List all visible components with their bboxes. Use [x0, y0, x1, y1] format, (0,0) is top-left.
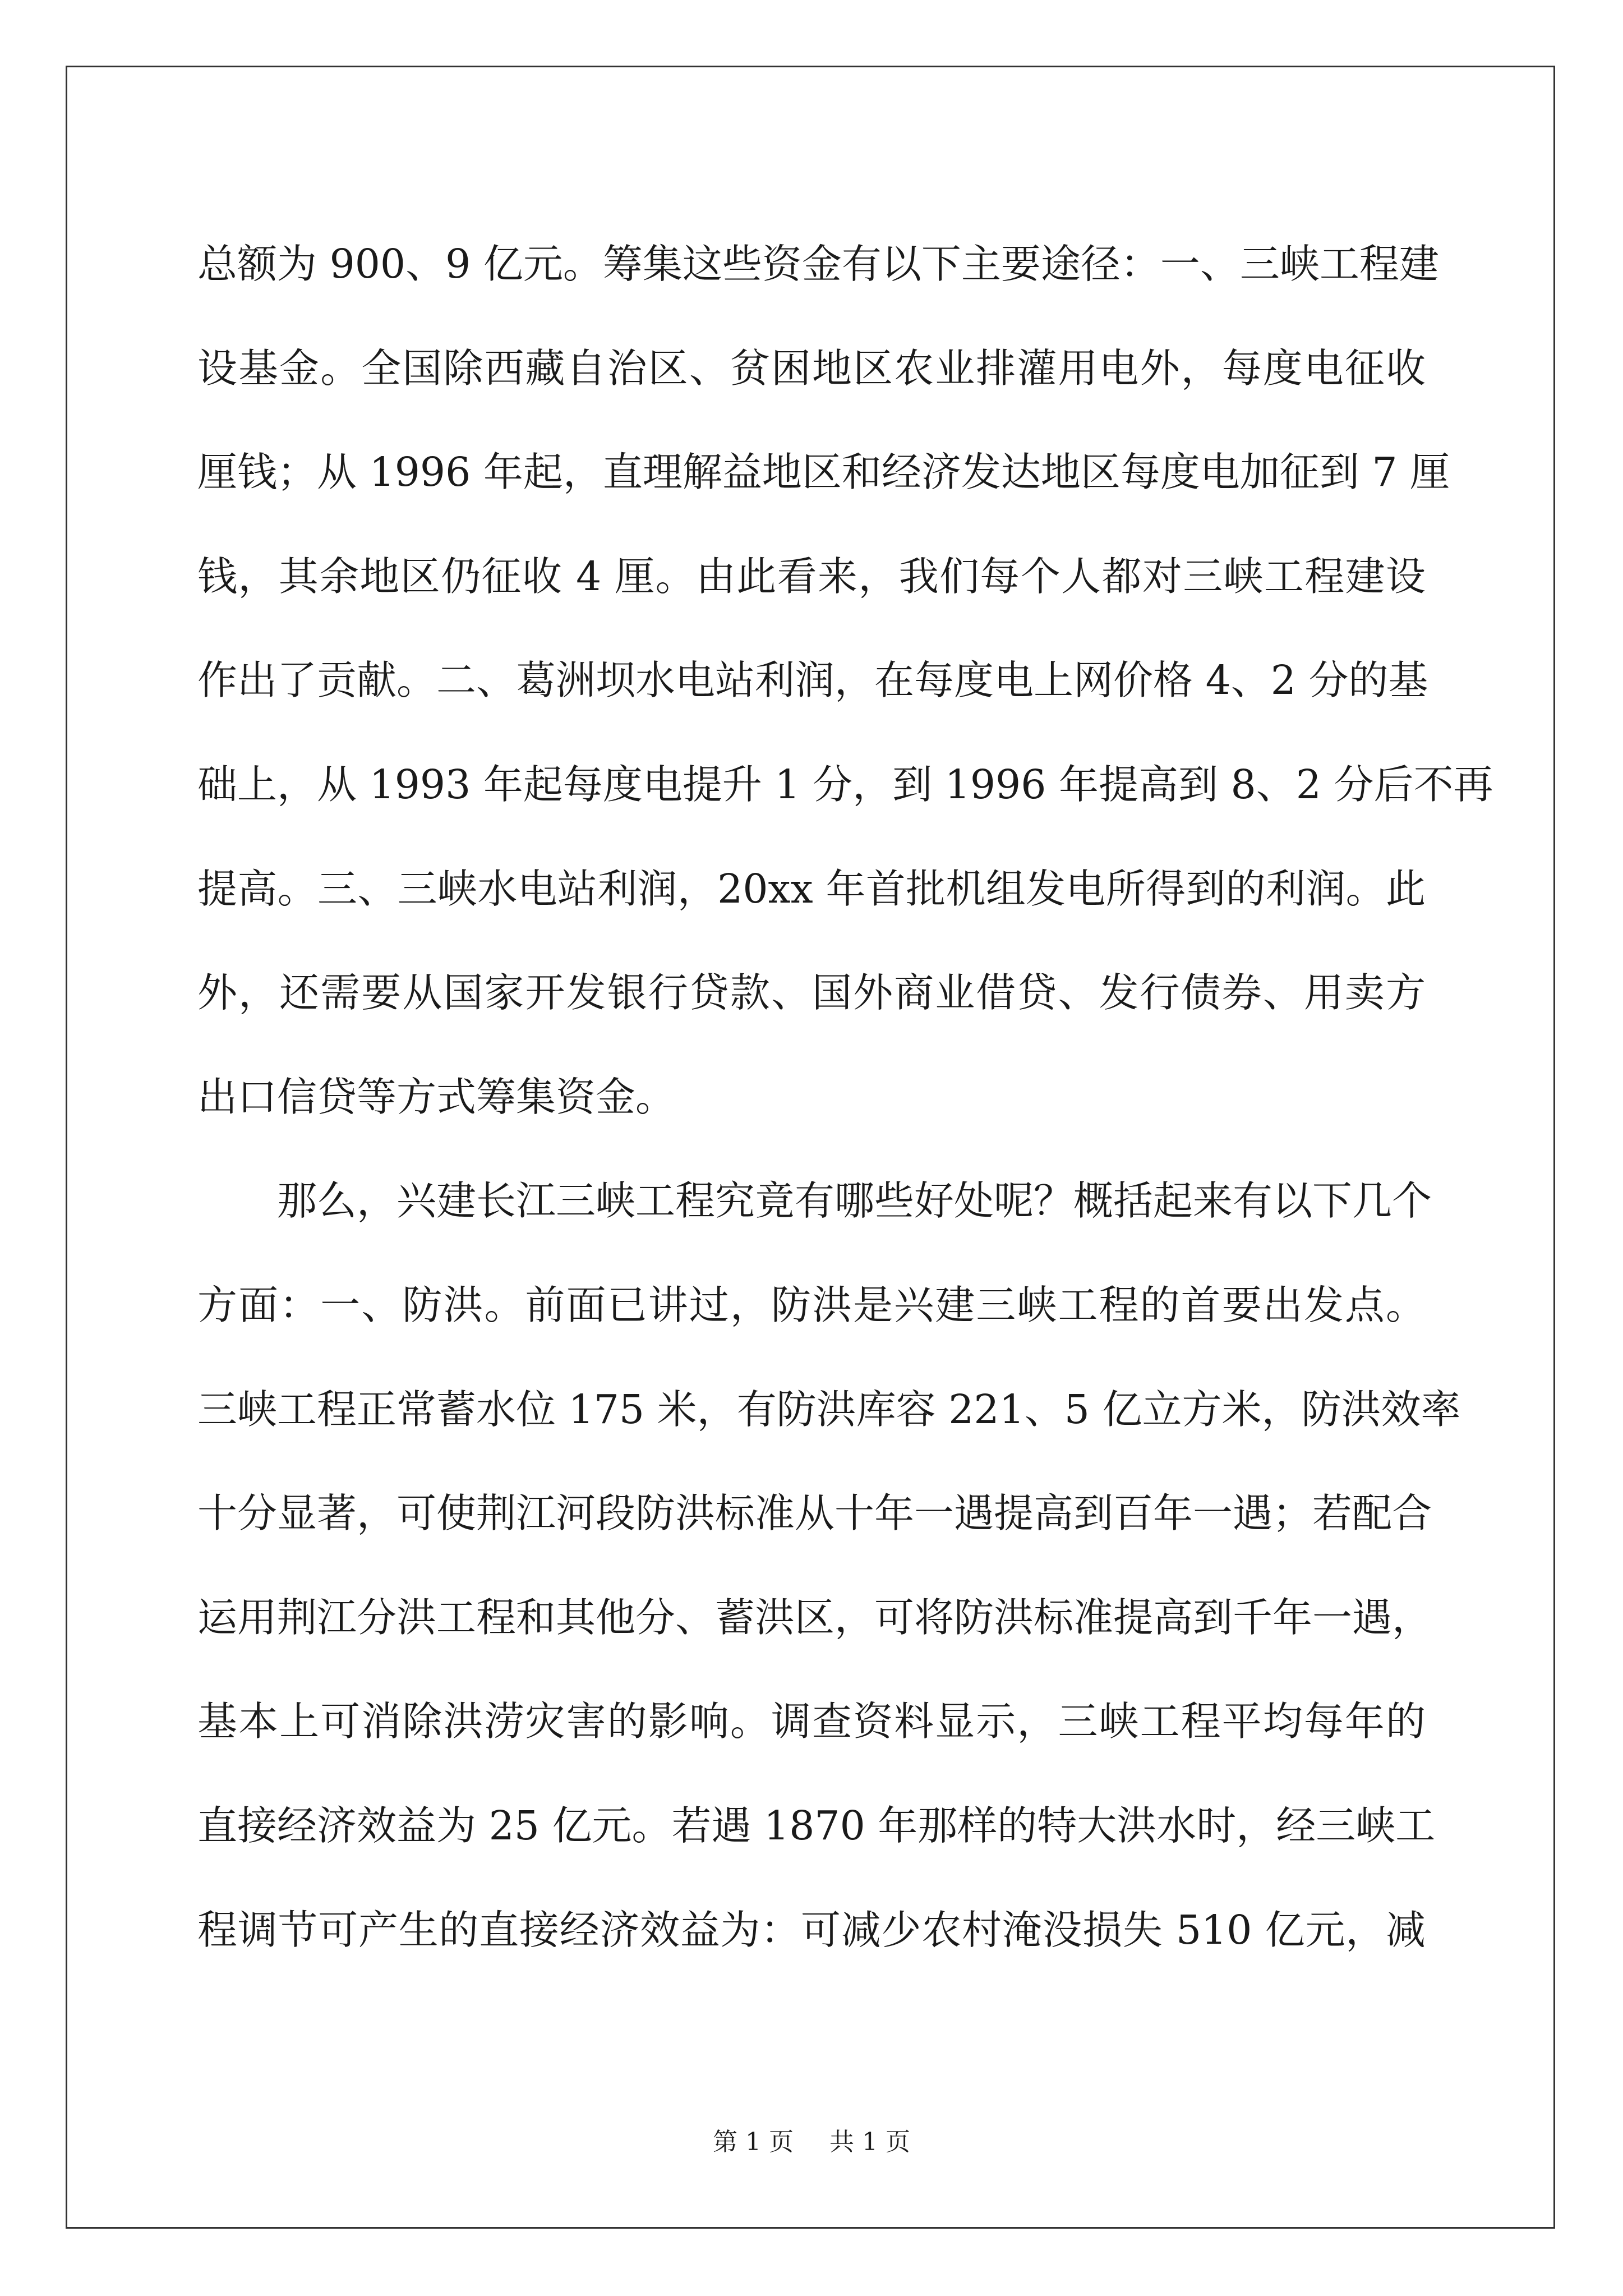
text-line: 那么，兴建长江三峡工程究竟有哪些好处呢？概括起来有以下几个 — [277, 1177, 1432, 1225]
document-body — [197, 212, 1493, 1982]
text-line: 厘钱；从 1996 年起，直理解益地区和经济发达地区每度电加征到 7 厘 — [197, 449, 1450, 496]
text-line: 基本上可消除洪涝灾害的影响。调查资料显示，三峡工程平均每年的 — [197, 1698, 1426, 1745]
text-line: 十分显著，可使荆江河段防洪标准从十年一遇提高到百年一遇；若配合 — [197, 1490, 1432, 1537]
text-line: 总额为 900、9 亿元。筹集这些资金有以下主要途径：一、三峡工程建 — [197, 241, 1439, 287]
text-line: 程调节可产生的直接经济效益为：可减少农村淹没损失 510 亿元，减 — [197, 1906, 1426, 1953]
text-line: 方面：一、防洪。前面已讲过，防洪是兴建三峡工程的首要出发点。 — [197, 1281, 1426, 1328]
text-line: 出口信贷等方式筹集资金。 — [197, 1073, 676, 1120]
text-line: 直接经济效益为 25 亿元。若遇 1870 年那样的特大洪水时，经三峡工 — [197, 1802, 1436, 1849]
page-total: 共 1 页 — [829, 2128, 910, 2156]
text-line: 钱，其余地区仍征收 4 厘。由此看来，我们每个人都对三峡工程建设 — [197, 553, 1426, 600]
text-line: 提高。三、三峡水电站利润，20xx 年首批机组发电所得到的利润。此 — [197, 865, 1426, 912]
page-footer — [0, 2122, 1623, 2157]
text-line: 设基金。全国除西藏自治区、贫困地区农业排灌用电外，每度电征收 — [197, 344, 1426, 392]
text-line: 础上，从 1993 年起每度电提升 1 分，到 1996 年提高到 8、2 分后不再 — [197, 761, 1493, 808]
text-line: 作出了贡献。二、葛洲坝水电站利润，在每度电上网价格 4、2 分的基 — [197, 657, 1428, 704]
text-line: 外，还需要从国家开发银行贷款、国外商业借贷、发行债券、用卖方 — [197, 969, 1426, 1016]
text-line: 运用荆江分洪工程和其他分、蓄洪区，可将防洪标准提高到千年一遇， — [197, 1594, 1432, 1641]
text-line: 三峡工程正常蓄水位 175 米，有防洪库容 221、5 亿立方米，防洪效率 — [197, 1386, 1461, 1433]
page-number: 第 1 页 — [713, 2128, 794, 2156]
